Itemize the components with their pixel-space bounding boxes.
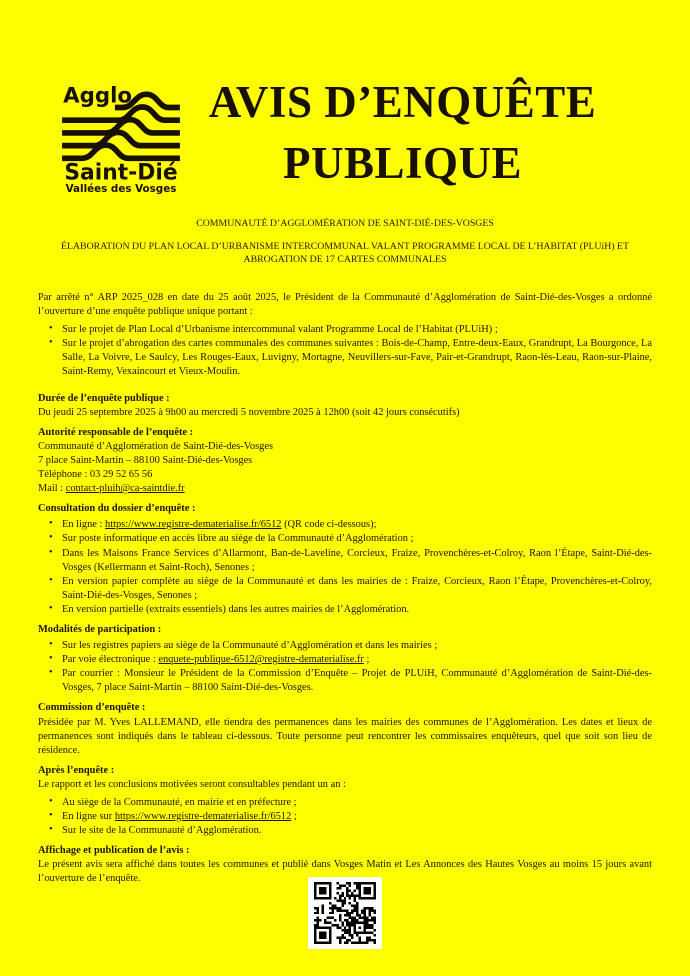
registre-dematerialise-link[interactable]: https://www.registre-dematerialise.fr/6512 [105, 519, 282, 531]
bullet-text: ; [291, 811, 297, 823]
list-item [48, 639, 652, 653]
logo-text-saint-die: Saint-Dié [64, 160, 178, 186]
qr-code-image [314, 882, 376, 944]
bullet-text: Sur le projet de Plan Local d’Urbanisme intercommunal valant Programme Local de l’Habitat (PLUiH) ; [62, 324, 498, 336]
list-item [48, 667, 652, 695]
authority-name: Communauté d’Agglomération de Saint-Dié-des-Vosges [38, 440, 273, 452]
section-heading: Commission d’enquête : [38, 702, 146, 714]
list-item [48, 824, 652, 838]
section-consultation [38, 502, 652, 617]
bullet-text: En version partielle (extraits essentiels) dans les autres mairies de l’Agglomération. [62, 603, 410, 615]
bullet-text: Dans les Maisons France Services d’Allarmont, Ban-de-Laveline, Corcieux, Fraize, Provenchères-et-Colroy, Raon l’Étape, Saint-Dié-des-Vosges (Kellermann et Saint-Roch), Senones ; [62, 547, 652, 573]
authority-address: 7 place Saint-Martin – 88100 Saint-Dié-des-Vosges [38, 454, 253, 466]
section-modalites [38, 623, 652, 695]
list-item [48, 532, 652, 546]
section-heading: Durée de l’enquête publique : [38, 392, 170, 404]
consultation-bullet-list [48, 518, 652, 617]
enquete-email-link[interactable]: enquete-publique-6512@registre-dematerialise.fr [158, 654, 364, 666]
logo-waves-icon [56, 82, 186, 196]
list-item [48, 796, 652, 810]
bullet-text: Par courrier : Monsieur le Président de la Commission d’Enquête – Projet de PLUiH, Communauté d’Agglomération de Saint-Dié-des-Vosges, 7 place Saint-Martin – 88100 Saint-Dié-des-Vosges. [62, 668, 652, 694]
list-item [48, 575, 652, 603]
section-heading: Affichage et publication de l’avis : [38, 845, 190, 857]
subtitle-object: ÉLABORATION DU PLAN LOCAL D’URBANISME INTERCOMMUNAL VALANT PROGRAMME LOCAL DE L’HABITAT (PLUiH) ET ABROGATION DE 17 CARTES COMMUNALES [61, 240, 629, 265]
list-item [48, 547, 652, 575]
bullet-text: En version papier complète au siège de la Communauté et dans les mairies de : Fraize, Corcieux, Raon l’Étape, Provenchères-et-Colroy, Saint-Dié-des-Vosges, Senones ; [62, 575, 652, 601]
list-item [48, 337, 652, 379]
bullet-text: Par voie électronique : [62, 654, 159, 666]
agglo-saint-die-logo [56, 82, 186, 196]
bullet-text: Sur le site de la Communauté d’Agglomération. [62, 825, 262, 837]
section-heading: Après l’enquête : [38, 764, 115, 776]
page-title-line1: AVIS D’ENQUÊTE [208, 77, 597, 127]
bullet-text: ; [363, 654, 370, 666]
notice-body [38, 291, 652, 887]
registre-dematerialise-link[interactable]: https://www.registre-dematerialise.fr/6512 [114, 811, 292, 823]
logo-text-agglo: Agglo [63, 83, 133, 109]
list-item [48, 323, 652, 337]
section-autorite [38, 426, 652, 496]
bullet-text: Sur le projet d’abrogation des cartes communales des communes suivantes : Bois-de-Champ, Entre-deux-Eaux, Grandrupt, La Bourgonce, La Salle, La Voivre, Le Saulcy, Les Rouges-Eaux, Luvigny, Mortagne, Neuvillers-sur-Fave, Pair-et-Grandrupt, Raon-lès-Leau, Raon-sur-Plaine, Saint-Remy, Vexaincourt et Vieux-Moulin. [62, 338, 652, 378]
notice-subtitle [55, 217, 635, 267]
section-text: Le présent avis sera affiché dans toutes les communes et publié dans Vosges Matin et Les Annonces des Hautes Vosges au moins 15 jours avant l’ouverture de l’enquête. [38, 859, 652, 885]
section-text: Présidée par M. Yves LALLEMAND, elle tiendra des permanences dans les mairies des communes de l’Agglomération. Les dates et lieux de permanences sont indiqués dans le tableau ci-dessous. Toute personne peut rencontrer les commissaires enquêteurs, quel que soit son lieu de résidence. [38, 716, 652, 756]
section-heading: Consultation du dossier d’enquête : [38, 503, 196, 515]
apres-bullet-list [48, 796, 652, 838]
section-text: Du jeudi 25 septembre 2025 à 9h00 au mercredi 5 novembre 2025 à 12h00 (soit 42 jours consécutifs) [38, 406, 460, 418]
bullet-text: En ligne sur [62, 811, 115, 823]
section-text: Le rapport et les conclusions motivées seront consultables pendant un an : [38, 778, 346, 790]
logo-text-tagline: Vallées des Vosges [65, 182, 177, 195]
bullet-text: En ligne : [62, 519, 105, 531]
section-commission [38, 701, 652, 757]
mail-label: Mail : [38, 483, 66, 495]
page-title [175, 72, 630, 194]
contact-email-link[interactable]: contact-pluih@ca-saintdie.fr [65, 483, 185, 495]
section-heading: Modalités de participation : [38, 623, 162, 635]
list-item [48, 653, 652, 667]
bullet-text: (QR code ci-dessous); [281, 519, 377, 531]
page-title-line2: PUBLIQUE [282, 138, 523, 188]
authority-phone: Téléphone : 03 29 52 65 56 [38, 469, 153, 481]
authority-mail-line [38, 482, 652, 496]
section-apres [38, 764, 652, 838]
qr-code [308, 877, 382, 949]
section-duree [38, 392, 652, 420]
intro-bullet-list [48, 323, 652, 379]
section-heading: Autorité responsable de l’enquête : [38, 426, 194, 438]
list-item [48, 518, 652, 532]
subtitle-community: COMMUNAUTÉ D’AGGLOMÉRATION DE SAINT-DIÉ-DES-VOSGES [196, 218, 494, 229]
list-item [48, 603, 652, 617]
bullet-text: Sur poste informatique en accès libre au siège de la Communauté d’Agglomération ; [62, 533, 414, 545]
bullet-text: Au siège de la Communauté, en mairie et en préfecture ; [62, 797, 297, 808]
modalites-bullet-list [48, 639, 652, 695]
intro-paragraph: Par arrêté n° ARP 2025_028 en date du 25 août 2025, le Président de la Communauté d’Agglomération de Saint-Dié-des-Vosges a ordonné l’ouverture d’une enquête publique unique portant : [38, 292, 652, 318]
list-item [48, 810, 652, 824]
bullet-text: Sur les registres papiers au siège de la Communauté d’Agglomération et dans les mairies ; [62, 640, 438, 652]
